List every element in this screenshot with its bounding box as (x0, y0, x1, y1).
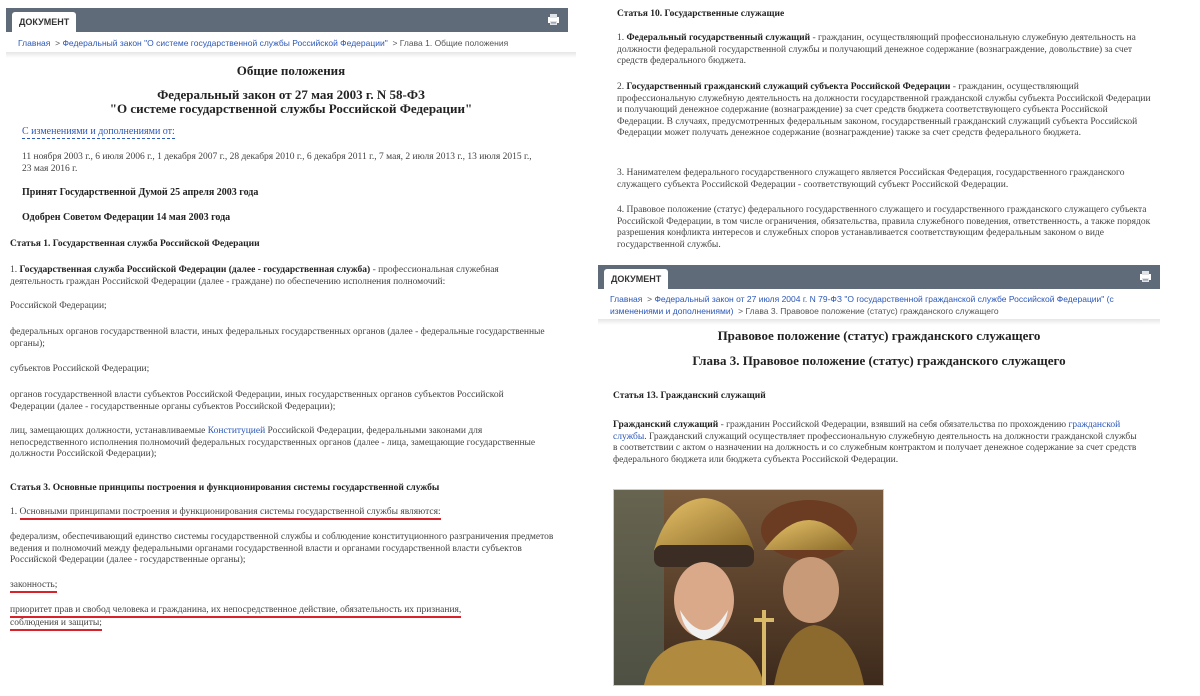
left-breadcrumb (18, 37, 570, 49)
law-title-line1: Федеральный закон от 27 мая 2003 г. N 58-ФЗ (157, 87, 425, 102)
article-10-paragraph-4: 4. Правовое положение (статус) федерального государственного служащего и государственного гражданского служащего субъекта Российской Федерации, в том числе ограничения, обязательства, правила служебного поведения, ответственность, а также порядок разрешения конфликта интересов и служебных споров устанавливается соответствующим федеральным законом о виде государственной службы. (617, 205, 1151, 250)
article-3-item-3b (10, 618, 102, 630)
breadcrumb-home-link[interactable]: Главная (610, 294, 643, 304)
breadcrumb-law-link[interactable]: Федеральный закон от 27 июля 2004 г. N 79-ФЗ "О государственной гражданской службе Российской Федерации" (с изменениями и дополнениями) (610, 294, 1114, 316)
article-13-paragraph: Гражданский служащий - гражданин Российской Федерации, взявший на себя обязательства по прохождению гражданской службы. Гражданский служащий осуществляет профессиональную служебную деятельность на должности гражданской службы в соответствии с актом о назначении на должность и со служебным контрактом и получает денежное содержание за счет средств федерального бюджета или бюджета субъекта Российской Федерации. (613, 420, 1137, 465)
civil-service-link[interactable]: гражданской службы (613, 420, 1121, 442)
article-1-item-3: субъектов Российской Федерации; (10, 364, 150, 374)
right-header-shadow (598, 319, 1160, 325)
breadcrumb-separator: > (55, 38, 61, 48)
breadcrumb-separator: > (392, 38, 398, 48)
breadcrumb-current: Глава 1. Общие положения (399, 38, 509, 48)
right-page-heading-2: Глава 3. Правовое положение (статус) гражданского служащего (692, 353, 1066, 368)
article-3-item-2 (10, 580, 57, 592)
print-icon[interactable] (547, 13, 560, 26)
right-doc-tab[interactable]: ДОКУМЕНТ (604, 269, 668, 289)
article-13-title: Статья 13. Гражданский служащий (613, 391, 766, 401)
article-1-item-1: Российской Федерации; (10, 301, 107, 311)
left-doc-header-bar (6, 8, 568, 32)
changes-dates: 11 ноября 2003 г., 6 июля 2006 г., 1 декабря 2007 г., 28 декабря 2010 г., 6 декабря 2011 г., 7 мая, 2 июля 2013 г., 13 июля 2015 г., 23 мая 2016 г. (22, 152, 532, 174)
underline-highlight: приоритет прав и свобод человека и гражданина, их непосредственное действие, обязательность их признания, (10, 605, 461, 618)
article-10-paragraph-3: 3. Нанимателем федерального государственного служащего является Российская Федерация, государственного гражданского служащего субъекта Российской Федерации - соответствующий субъект Российской Федерации. (617, 168, 1125, 190)
illustration-photo (613, 489, 884, 686)
constitution-link[interactable]: Конституцией (207, 426, 266, 436)
article-1-title: Статья 1. Государственная служба Российской Федерации (10, 239, 260, 249)
left-doc-tab[interactable]: ДОКУМЕНТ (12, 12, 76, 32)
underline-highlight: Основными принципами построения и функционирования системы государственной службы являются: (20, 507, 441, 520)
article-10-paragraph-2: 2. Государственный гражданский служащий субъекта Российской Федерации - гражданин, осуществляющий профессиональную служебную деятельность на должности государственной гражданской службы субъекта Российской Федерации и получающий денежное содержание (вознаграждение) за счет средств бюджета соответствующего субъекта Российской Федерации. В случаях, предусмотренных федеральным законом, государственный гражданский служащий субъекта Российской Федерации может получать денежное содержание (вознаграждение) также за счет средств федерального бюджета. (617, 82, 1151, 138)
article-3-item-3a (10, 605, 461, 617)
breadcrumb-separator: > (738, 306, 744, 316)
law-title-line2: "О системе государственной службы Российской Федерации" (109, 101, 473, 116)
article-3-paragraph-1: 1. Основными принципами построения и функционирования системы государственной службы являются: (10, 507, 441, 519)
article-1-paragraph-1: 1. Государственная служба Российской Федерации (далее - государственная служба) - профессиональная служебная деятельность граждан Российской Федерации (далее - граждане) по обеспечению исполнения полномочий: (10, 265, 499, 287)
adopted-text: Принят Государственной Думой 25 апреля 2003 года (22, 187, 259, 198)
article-3-item-1: федерализм, обеспечивающий единство системы государственной службы и соблюдение конституционного разграничения предметов ведения и полномочий между федеральными органами государственной власти и органами государственной власти субъектов Российской Федерации (далее - государственные органы); (10, 532, 554, 565)
breadcrumb-separator: > (647, 294, 653, 304)
article-10-paragraph-1: 1. Федеральный государственный служащий - гражданин, осуществляющий профессиональную служебную деятельность на должности федеральной государственной службы и получающий денежное содержание (вознаграждение, довольствие) за счет средств федерального бюджета. (617, 33, 1136, 66)
approved-text: Одобрен Советом Федерации 14 мая 2003 года (22, 212, 231, 223)
print-icon[interactable] (1139, 270, 1152, 283)
left-header-shadow (6, 52, 576, 58)
right-doc-header-bar (598, 265, 1160, 289)
changes-link[interactable]: С изменениями и дополнениями от: (22, 126, 175, 137)
underline-highlight: соблюдения и защиты; (10, 618, 102, 631)
article-1-item-4: органов государственной власти субъектов Российской Федерации, иных государственных органов субъектов Российской Федерации (далее - государственные органы субъектов Российской Федерации); (10, 390, 504, 412)
underline-highlight: законность; (10, 580, 57, 593)
right-breadcrumb (610, 293, 1155, 317)
breadcrumb-home-link[interactable]: Главная (18, 38, 51, 48)
article-1-item-5: лиц, замещающих должности, устанавливаемые Конституцией Российской Федерации, федеральными законами для непосредственного исполнения полномочий федеральных государственных органов (далее - лица, замещающие государственные должности Российской Федерации); (10, 426, 536, 459)
article-10-title: Статья 10. Государственные служащие (617, 9, 785, 19)
article-3-title: Статья 3. Основные принципы построения и функционирования системы государственной службы (10, 483, 440, 493)
breadcrumb-current: Глава 3. Правовое положение (статус) гражданского служащего (745, 306, 999, 316)
breadcrumb-law-link[interactable]: Федеральный закон "О системе государственной службы Российской Федерации" (62, 38, 388, 48)
left-page-heading: Общие положения (236, 63, 346, 78)
article-1-item-2: федеральных органов государственной власти, иных федеральных государственных органов (далее - федеральные государственные органы); (10, 327, 545, 349)
right-page-heading-1: Правовое положение (статус) гражданского служащего (717, 328, 1041, 343)
